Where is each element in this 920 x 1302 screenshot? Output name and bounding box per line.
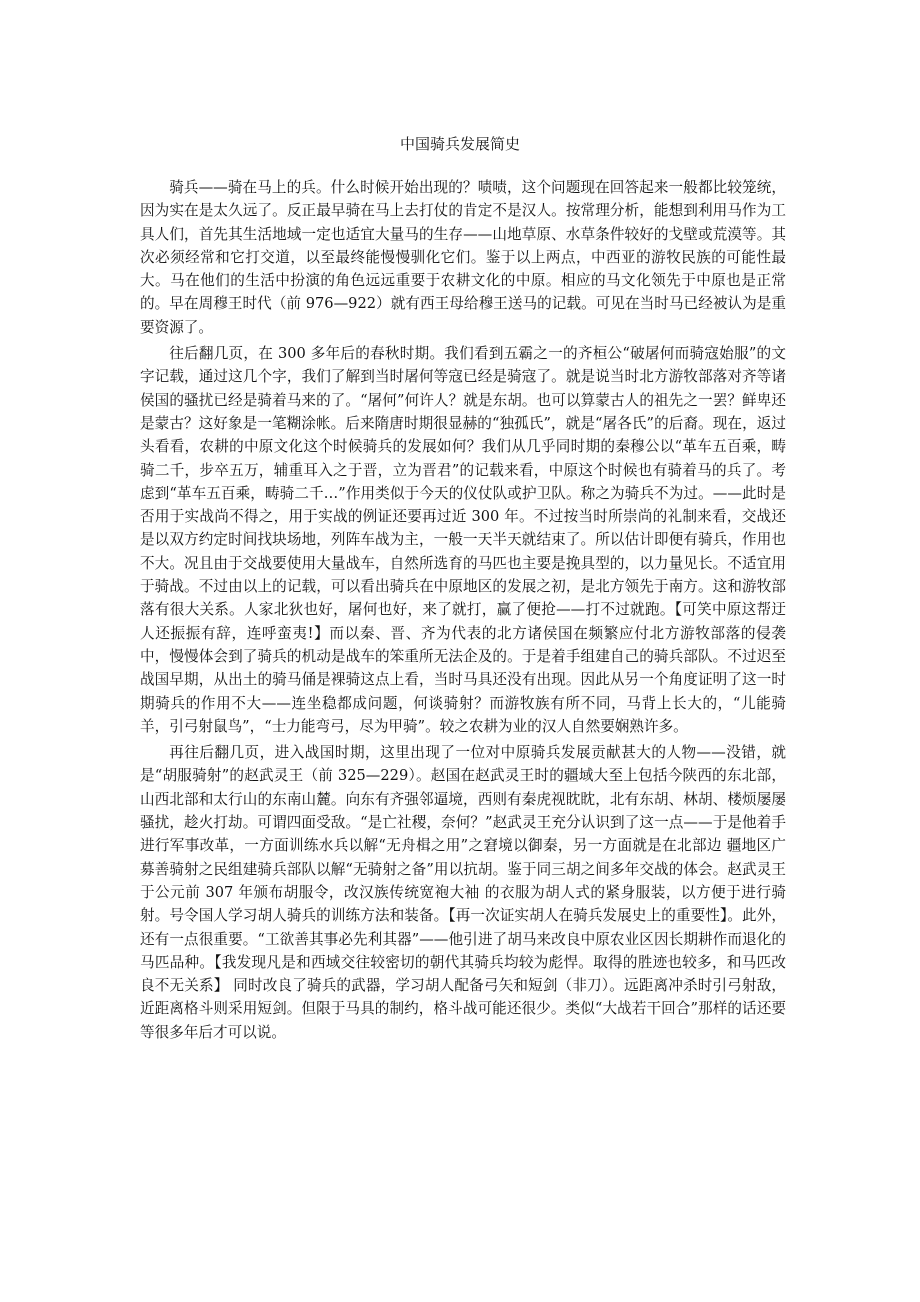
paragraph-warring-states-period: 再往后翻几页，进入战国时期，这里出现了一位对中原骑兵发展贡献甚大的人物——没错，就是“胡服骑射”的赵武灵王（前 325—229）。赵国在赵武灵王时的疆域大至上包括今陕西的东北部，山西北部和太行山的东南山麓。向东有齐强邻逼境，西则有秦虎视眈眈，北有东胡、林胡、楼烦屡屡骚扰，趁火打劫。可谓四面受敌。“是亡社稷，奈何？”赵武灵王充分认识到了这一点——于是他着手进行军事改革，一方面训练水兵以解“无舟楫之用”之窘境以御秦，另一方面就是在北部边 疆地区广募善骑射之民组建骑兵部队以解“无骑射之备”用以抗胡。鉴于同三胡之间多年交战的体会。赵武灵王于公元前 307 年颁布胡服令，改汉族传统宽袍大袖 的衣服为胡人式的紧身服装，以方便于进行骑射。号令国人学习胡人骑兵的训练方法和装备。【再一次证实胡人在骑兵发展史上的重要性】。此外，还有一点很重要。“工欲善其事必先利其器”——他引进了胡马来改良中原农业区因长期耕作而退化的马匹品种。【我发现凡是和西域交往较密切的朝代其骑兵均较为彪悍。取得的胜迹也较多，和马匹改良不无关系】 同时改良了骑兵的武器，学习胡人配备弓矢和短剑（非刀）。远距离冲杀时引弓射敌，近距离格斗则采用短剑。但限于马具的制约，格斗战可能还很少。类似“大战若干回合”那样的话还要等很多年后才可以说。 xyxy=(140,744,786,1041)
paragraph-origin-of-cavalry: 骑兵——骑在马上的兵。什么时候开始出现的？啧啧，这个问题现在回答起来一般都比较笼统，因为实在是太久远了。反正最早骑在马上去打仗的肯定不是汉人。按常理分析，能想到利用马作为工具人们，首先其生活地域一定也适宜大量马的生存——山地草原、水草条件较好的戈壁或荒漠等。其次必须经常和它打交道，以至最终能慢慢驯化它们。鉴于以上两点，中西亚的游牧民族的可能性最大。马在他们的生活中扮演的角色远远重要于农耕文化的中原。相应的马文化领先于中原也是正常的。早在周穆王时代（前 976—922）就有西王母给穆王送马的记载。可见在当时马已经被认为是重要资源了。 xyxy=(140,179,786,336)
document-body xyxy=(140,176,786,1047)
document-title: 中国骑兵发展简史 xyxy=(399,135,520,153)
paragraph-spring-autumn-period: 往后翻几页，在 300 多年后的春秋时期。我们看到五霸之一的齐桓公“破屠何而骑寇始服”的文字记载，通过这几个字，我们了解到当时屠何等寇已经是骑寇了。就是说当时北方游牧部落对齐等诸侯国的骚扰已经是骑着马来的了。“屠何”何许人？就是东胡。也可以算蒙古人的祖先之一罢？鲜卑还是蒙古？这好象是一笔糊涂帐。后来隋唐时期很显赫的“独孤氏”，就是“屠各氏”的后裔。现在，返过头看看，农耕的中原文化这个时候骑兵的发展如何？我们从几乎同时期的秦穆公以“革车五百乘，畴骑二千，步卒五万，辅重耳入之于晋，立为晋君”的记载来看，中原这个时候也有骑着马的兵了。考虑到“革车五百乘，畴骑二千…”作用类似于今天的仪仗队或护卫队。称之为骑兵不为过。——此时是否用于实战尚不得之，用于实战的例证还要再过近 300 年。不过按当时所崇尚的礼制来看，交战还是以双方约定时间找块场地，列阵车战为主，一般一天半天就结束了。所以估计即便有骑兵，作用也不大。况且由于交战要使用大量战车，自然所选育的马匹也主要是挽具型的，以力量见长。不适宜用于骑战。不过由以上的记载，可以看出骑兵在中原地区的发展之初，是北方领先于南方。这和游牧部落有很大关系。人家北狄也好，屠何也好，来了就打，赢了便抢——打不过就跑。【可笑中原这帮迂人还振振有辞，连呼蛮夷!】而以秦、晋、齐为代表的北方诸侯国在频繁应付北方游牧部落的侵袭中，慢慢体会到了骑兵的机动是战车的笨重所无法企及的。于是着手组建自己的骑兵部队。不过迟至战国早期，从出土的骑马俑是裸骑这点上看，当时马具还没有出现。因此从另一个角度证明了这一时期骑兵的作用不大——连坐稳都成问题，何谈骑射？而游牧族有所不同，马背上长大的，“儿能骑羊，引弓射鼠鸟”，“士力能弯弓，尽为甲骑”。较之农耕为业的汉人自然要娴熟许多。 xyxy=(140,345,786,735)
